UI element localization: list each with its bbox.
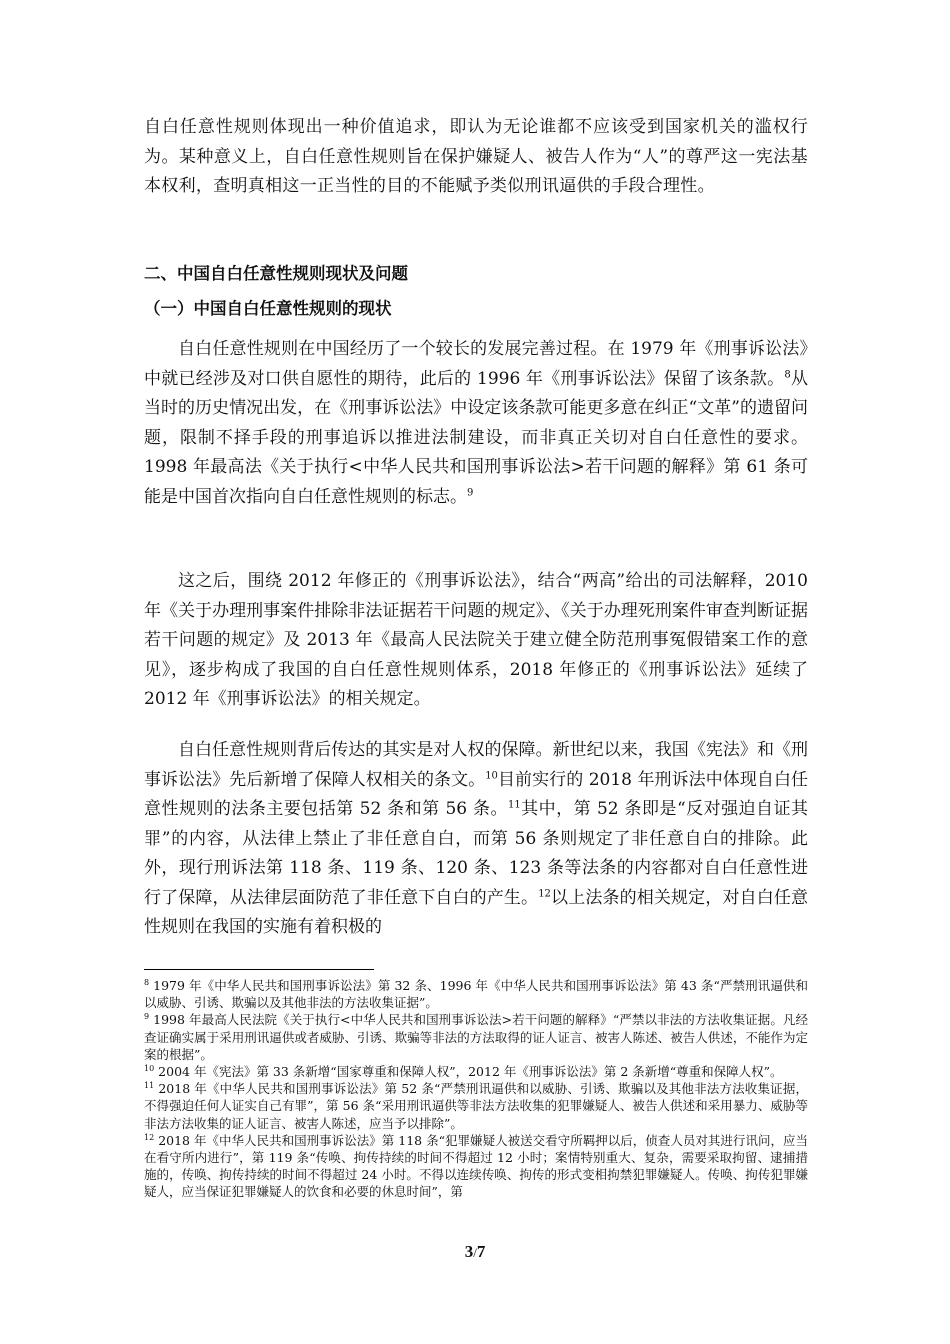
footnote-text: 2004 年《宪法》第 33 条新增“国家尊重和保障人权”，2012 年《刑事诉讼法》第 2 条新增“尊重和保障人权”。 bbox=[158, 1064, 783, 1080]
footnote-12 bbox=[144, 1132, 808, 1201]
footnote-number: 10 bbox=[144, 1063, 155, 1073]
footnote-number: 9 bbox=[144, 1012, 150, 1022]
paragraph-2-text-b: 从当时的历史情况出发，在《刑事诉讼法》中设定该条款可能更多意在纠正“文革”的遗留问题，限制不择手段的刑事追诉以推进法制建设，而非真正关切对自白任意性的要求。1998 年最高法《关于执行<中华人民共和国刑事诉讼法>若干问题的解释》第 61 条可能是中国首次指向自白任意性规则的标志。 bbox=[144, 368, 808, 507]
footnote-number: 12 bbox=[144, 1132, 155, 1142]
paragraph-3: 这之后，围绕 2012 年修正的《刑事诉讼法》，结合“两高”给出的司法解释，2010 年《关于办理刑事案件排除非法证据若干问题的规定》、《关于办理死刑案件审查判断证据若干问题的规定》及 2013 年《最高人民法院关于建立健全防范刑事冤假错案工作的意见》，逐步构成了我国的自白任意性规则体系，2018 年修正的《刑事诉讼法》延续了 2012 年《刑事诉讼法》的相关规定。 bbox=[144, 571, 808, 709]
paragraph-2-text-a: 自白任意性规则在中国经历了一个较长的发展完善过程。在 1979 年《刑事诉讼法》中就已经涉及对口供自愿性的期待，此后的 1996 年《刑事诉讼法》保留了该条款。 bbox=[144, 339, 808, 389]
paragraph-4-text-b: 目前实行的 2018 年刑诉法中体现自白任意性规则的法条主要包括第 52 条和第 56 条。 bbox=[144, 769, 808, 819]
footnote-ref-11[interactable]: 11 bbox=[507, 799, 521, 811]
footnote-ref-9[interactable]: 9 bbox=[467, 486, 474, 498]
footnote-ref-12[interactable]: 12 bbox=[538, 887, 551, 899]
paragraph-1: 自白任意性规则体现出一种价值追求，即认为无论谁都不应该受到国家机关的滥权行为。某种意义上，自白任意性规则旨在保护嫌疑人、被告人作为“人”的尊严这一宪法基本权利，查明真相这一正当性的目的不能赋予类似刑讯逼供的手段合理性。 bbox=[144, 117, 808, 196]
page-total: 7 bbox=[476, 1242, 486, 1261]
paragraph-4-text-c: 其中，第 52 条即是“反对强迫自证其罪”的内容，从法律上禁止了非任意自白，而第 56 条则规定了非任意自白的排除。此外，现行刑诉法第 118 条、119 条、120 条、123 条等法条的内容都对自白任意性进行了保障，从法律层面防范了非任意下自白的产生。 bbox=[144, 799, 808, 908]
footnote-text: 2018 年《中华人民共和国刑事诉讼法》第 118 条“犯罪嫌疑人被送交看守所羁押以后，侦查人员对其进行讯问，应当在看守所内进行”，第 119 条“传唤、拘传持续的时间不得超过 12 小时；案情特别重大、复杂，需要采取拘留、逮捕措施的，传唤、拘传持续的时间不得超过 24 小时。不得以连续传唤、拘传的形式变相拘禁犯罪嫌疑人。传唤、拘传犯罪嫌疑人，应当保证犯罪嫌疑人的饮食和必要的休息时间”，第 bbox=[144, 1132, 808, 1200]
footnote-text: 1998 年最高人民法院《关于执行<中华人民共和国刑事诉讼法>若干问题的解释》“严禁以非法的方法收集证据。凡经查证确实属于采用刑讯逼供或者威胁、引诱、欺骗等非法的方法取得的证人证言、被害人陈述、被告人供述，不能作为定案的根据”。 bbox=[144, 1012, 808, 1062]
footnote-text: 1979 年《中华人民共和国刑事诉讼法》第 32 条、1996 年《中华人民共和国刑事诉讼法》第 43 条“严禁刑讯逼供和以威胁、引诱、欺骗以及其他非法的方法收集证据”。 bbox=[144, 978, 808, 1011]
footnote-ref-10[interactable]: 10 bbox=[485, 769, 498, 781]
footnote-8 bbox=[144, 977, 808, 1011]
footnote-text: 2018 年《中华人民共和国刑事诉讼法》第 52 条“严禁刑讯逼供和以威胁、引诱、欺骗以及其他非法方法收集证据，不得强迫任何人证实自己有罪”，第 56 条“采用刑讯逼供等非法方法收集的犯罪嫌疑人、被告人供述和采用暴力、威胁等非法方法收集的证人证言、被害人陈述，应当予以排除”。 bbox=[144, 1081, 808, 1131]
section-heading: 二、中国自白任意性规则现状及问题 bbox=[144, 264, 408, 283]
paragraph-2 bbox=[144, 335, 808, 512]
footnote-number: 8 bbox=[144, 977, 150, 987]
footnote-divider bbox=[144, 969, 374, 970]
page-current: 3 bbox=[464, 1242, 474, 1261]
footnote-11 bbox=[144, 1080, 808, 1132]
footnote-number: 11 bbox=[144, 1081, 155, 1091]
page-separator: / bbox=[473, 1245, 477, 1260]
paragraph-4-text-a: 自白任意性规则背后传达的其实是对人权的保障。新世纪以来，我国《宪法》和《刑事诉讼法》先后新增了保障人权相关的条文。 bbox=[144, 740, 808, 790]
footnote-9 bbox=[144, 1011, 808, 1063]
subsection-heading: （一）中国自白任意性规则的现状 bbox=[144, 299, 392, 318]
footnote-ref-8[interactable]: 8 bbox=[784, 368, 791, 380]
paragraph-4-text-d: 以上法条的相关规定，对自白任意性规则在我国的实施有着积极的 bbox=[144, 887, 808, 937]
footnote-10 bbox=[144, 1063, 808, 1080]
page-number bbox=[0, 1242, 950, 1262]
paragraph-4 bbox=[144, 736, 808, 943]
footnotes bbox=[144, 977, 808, 1201]
